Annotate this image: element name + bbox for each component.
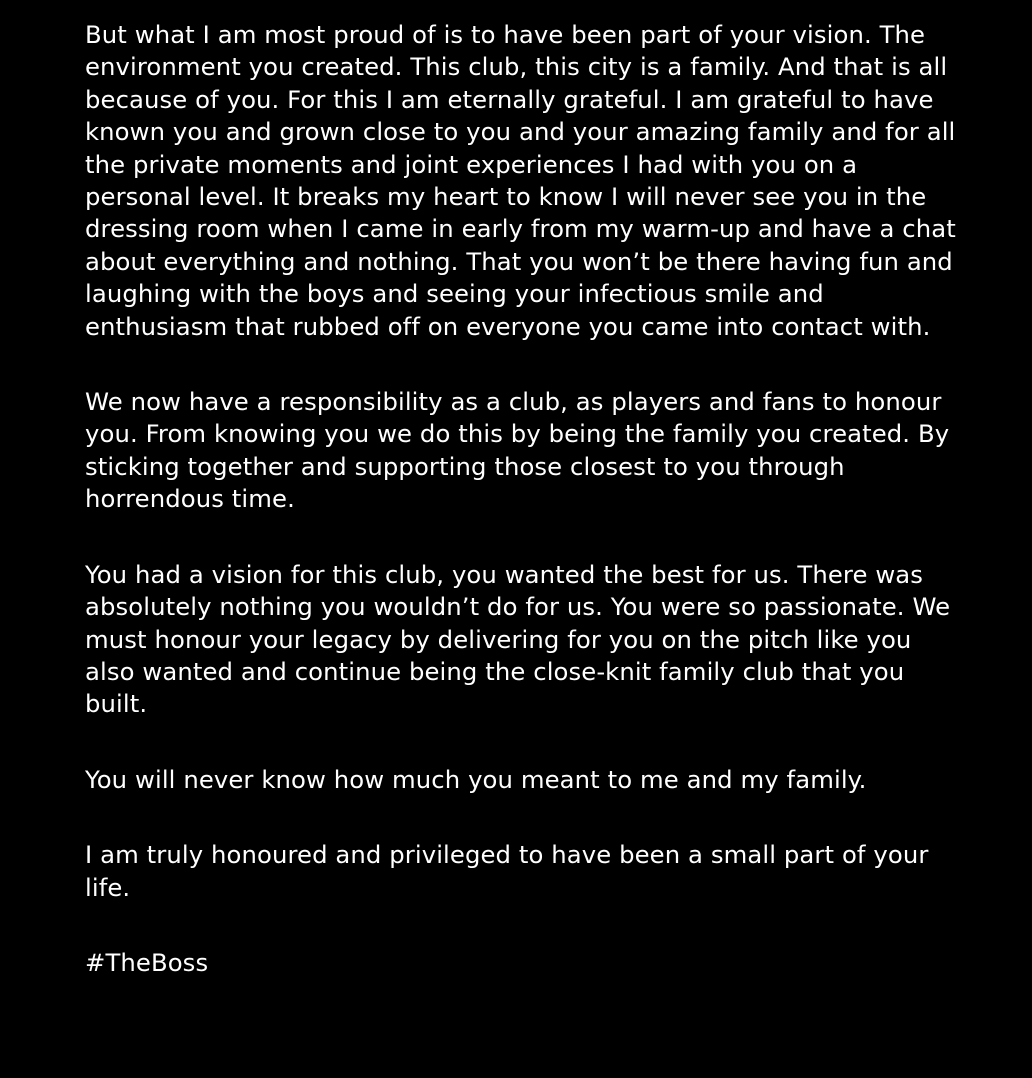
paragraph-vision-for-club: You had a vision for this club, you wanted the best for us. There was absolutely nothing you wouldn’t do for us. You were so passionate. We must honour your legacy by delivering for you on the pitch like you also wanted and continue being the close-knit family club that you built. [85, 559, 951, 719]
paragraph-meant-to-me: You will never know how much you meant to me and my family. [85, 764, 867, 794]
hashtag-the-boss: #TheBoss [85, 947, 209, 977]
paragraph-responsibility: We now have a responsibility as a club, as players and fans to honour you. From knowing you we do this by being the family you created. By sticking together and supporting those closest to you through horrendous time. [85, 387, 950, 514]
tribute-letter [85, 19, 965, 979]
paragraph-proud-of-vision: But what I am most proud of is to have been part of your vision. The environment you created. This club, this city is a family. And that is all because of you. For this I am eternally grateful. I am grateful to have known you and grown close to you and your amazing family and for all the private moments and joint experiences I had with you on a personal level. It breaks my heart to know I will never see you in the dressing room when I came in early from my warm-up and have a chat about everything and nothing. That you won’t be there having fun and laughing with the boys and seeing your infectious smile and enthusiasm that rubbed off on everyone you came into contact with. [85, 20, 956, 341]
paragraph-honoured: I am truly honoured and privileged to have been a small part of your life. [85, 840, 929, 902]
